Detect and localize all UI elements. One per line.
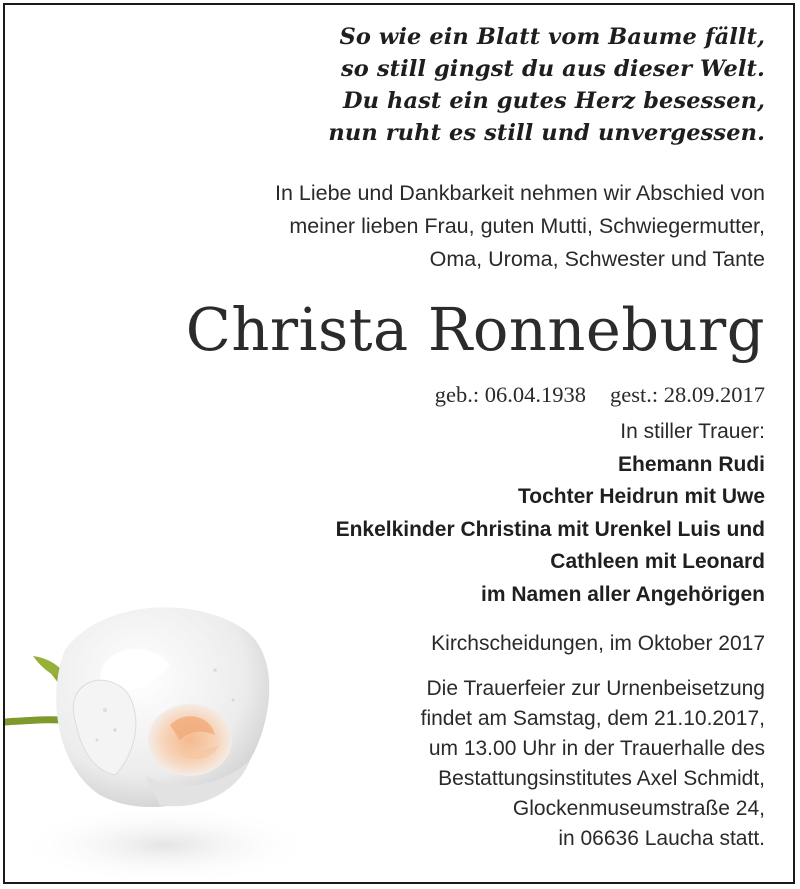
ceremony-line: findet am Samstag, dem 21.10.2017,: [420, 707, 765, 730]
ceremony-line: Glockenmuseumstraße 24,: [512, 797, 765, 820]
mourner: Cathleen mit Leonard: [550, 550, 765, 573]
poem-line: So wie ein Blatt vom Baume fällt,: [339, 24, 765, 50]
ceremony-line: Die Trauerfeier zur Urnenbeisetzung: [426, 677, 765, 700]
memorial-poem: [85, 21, 765, 149]
poem-line: Du hast ein gutes Herz besessen,: [343, 88, 765, 114]
ceremony-line: Bestattungsinstitutes Axel Schmidt,: [438, 767, 765, 790]
poem-line: so still gingst du aus dieser Welt.: [341, 56, 765, 82]
obituary-notice: [3, 3, 795, 884]
mourner: Tochter Heidrun mit Uwe: [518, 485, 765, 508]
intro-line: Oma, Uroma, Schwester und Tante: [429, 247, 765, 271]
mourners-list: [85, 416, 765, 611]
death-date: gest.: 28.09.2017: [610, 382, 765, 407]
mourner: im Namen aller Angehörigen: [481, 582, 765, 606]
mourner: Enkelkinder Christina mit Urenkel Luis und: [335, 517, 765, 541]
life-dates: [85, 380, 765, 410]
poem-line: nun ruht es still und unvergessen.: [328, 120, 765, 146]
deceased-name: Christa Ronneburg: [185, 295, 765, 364]
notice-text: [85, 21, 765, 854]
intro-line: meiner lieben Frau, guten Mutti, Schwiegermutter,: [289, 214, 765, 238]
intro-line: In Liebe und Dankbarkeit nehmen wir Abschied von: [274, 181, 765, 205]
ceremony-line: in 06636 Laucha statt.: [558, 827, 765, 850]
mourning-lead: In stiller Trauer:: [620, 420, 765, 443]
mourner: Ehemann Rudi: [617, 452, 765, 476]
birth-date: geb.: 06.04.1938: [434, 382, 586, 407]
ceremony-line: um 13.00 Uhr in der Trauerhalle des: [428, 737, 765, 760]
ceremony-details: [85, 674, 765, 854]
farewell-intro: [85, 177, 765, 276]
place-and-date: Kirchscheidungen, im Oktober 2017: [431, 632, 765, 655]
